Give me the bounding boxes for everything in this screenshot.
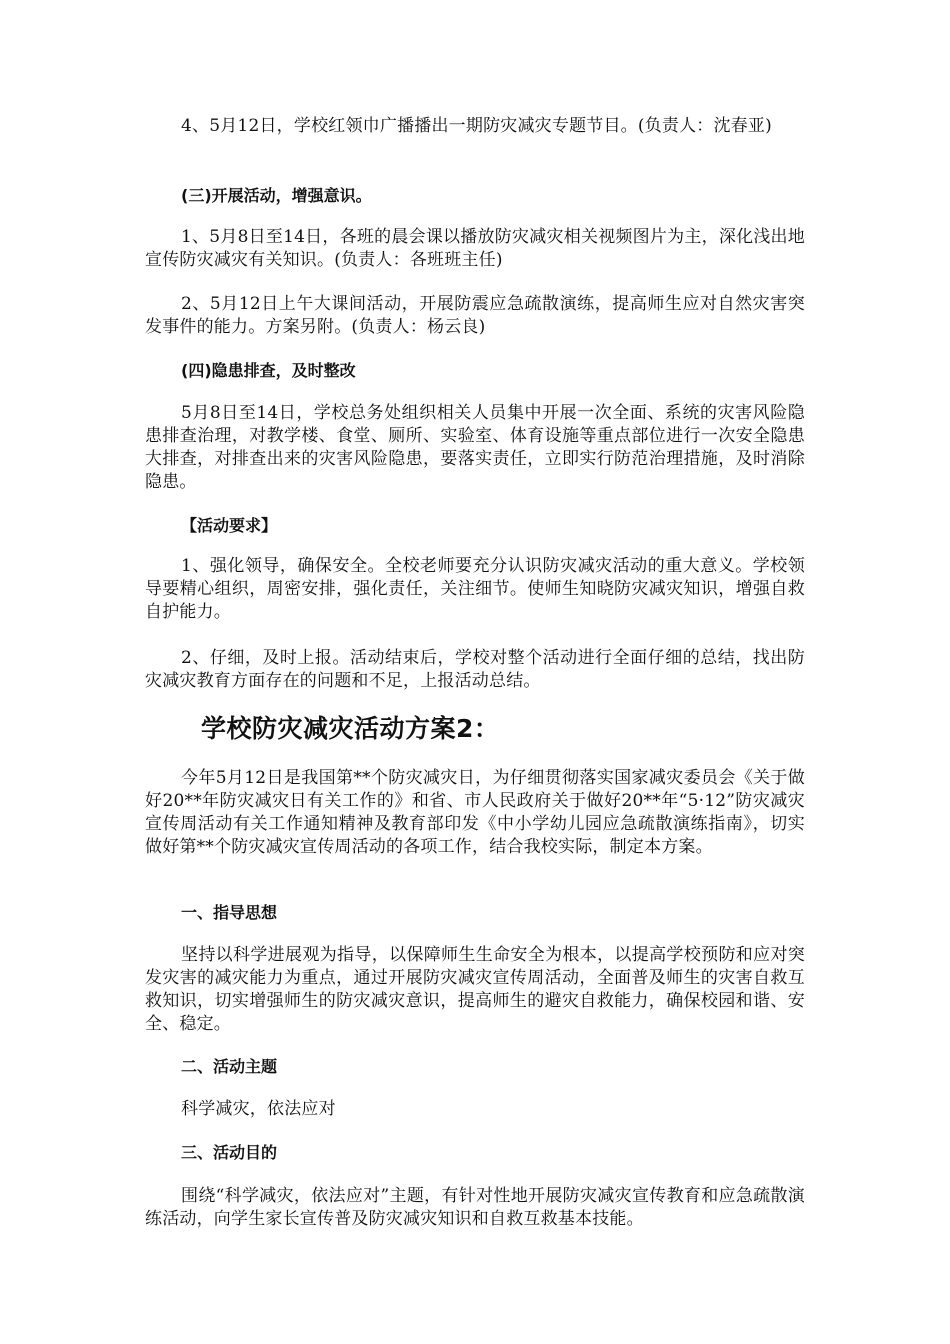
paragraph-guiding-thought: 坚持以科学进展观为指导，以保障师生生命安全为根本，以提高学校预防和应对突发灾害的减灾能力为重点，通过开展防灾减灾宣传周活动，全面普及师生的灾害自救互救知识，切实增强师生的防灾减灾意识，提高师生的避灾自救能力，确保校园和谐、安全、稳定。 [145, 945, 805, 1034]
paragraph-evacuation-drill: 2、5月12日上午大课间活动，开展防震应急疏散演练，提高师生应对自然灾害突发事件的能力。方案另附。(负责人：杨云良) [145, 294, 805, 337]
paragraph-hazard-inspection: 5月8日至14日，学校总务处组织相关人员集中开展一次全面、系统的灾害风险隐患排查治理，对教学楼、食堂、厕所、实验室、体育设施等重点部位进行一次安全隐患大排查，对排查出来的灾害风险隐患，要落实责任，立即实行防范治理措施，及时消除隐患。 [145, 403, 805, 492]
section-heading-purpose: 三、活动目的 [181, 1143, 278, 1162]
paragraph-radio-program: 4、5月12日，学校红领巾广播播出一期防灾减灾专题节目。(负责人：沈春亚) [181, 116, 772, 136]
section-heading-guiding-thought: 一、指导思想 [181, 903, 278, 922]
paragraph-introduction: 今年5月12日是我国第**个防灾减灾日，为仔细贯彻落实国家减灾委员会《关于做好20**年防灾减灾日有关工作的》和省、市人民政府关于做好20**年“5·12”防灾减灾宣传周活动有关工作通知精神及教育部印发《中小学幼儿园应急疏散演练指南》，切实做好第**个防灾减灾宣传周活动的各项工作，结合我校实际，制定本方案。 [145, 768, 805, 857]
section-heading-theme: 二、活动主题 [181, 1057, 278, 1076]
section-heading-four: (四)隐患排查，及时整改 [181, 361, 356, 380]
section-heading-three: (三)开展活动，增强意识。 [181, 186, 372, 205]
paragraph-morning-meeting: 1、5月8日至14日，各班的晨会课以播放防灾减灾相关视频图片为主，深化浅出地宣传防灾减灾有关知识。(负责人：各班班主任) [145, 227, 805, 270]
paragraph-purpose: 围绕“科学减灾，依法应对”主题，有针对性地开展防灾减灾宣传教育和应急疏散演练活动，向学生家长宣传普及防灾减灾知识和自救互救基本技能。 [145, 1186, 805, 1229]
paragraph-theme: 科学减灾，依法应对 [181, 1099, 336, 1119]
section-heading-requirements: 【活动要求】 [181, 516, 278, 535]
paragraph-leadership: 1、强化领导，确保安全。全校老师要充分认识防灾减灾活动的重大意义。学校领导要精心组织，周密安排，强化责任，关注细节。使师生知晓防灾减灾知识，增强自救自护能力。 [145, 556, 805, 622]
document-title-plan-2: 学校防灾减灾活动方案2： [201, 714, 500, 743]
paragraph-report: 2、仔细，及时上报。活动结束后，学校对整个活动进行全面仔细的总结，找出防灾减灾教育方面存在的问题和不足，上报活动总结。 [145, 648, 805, 691]
